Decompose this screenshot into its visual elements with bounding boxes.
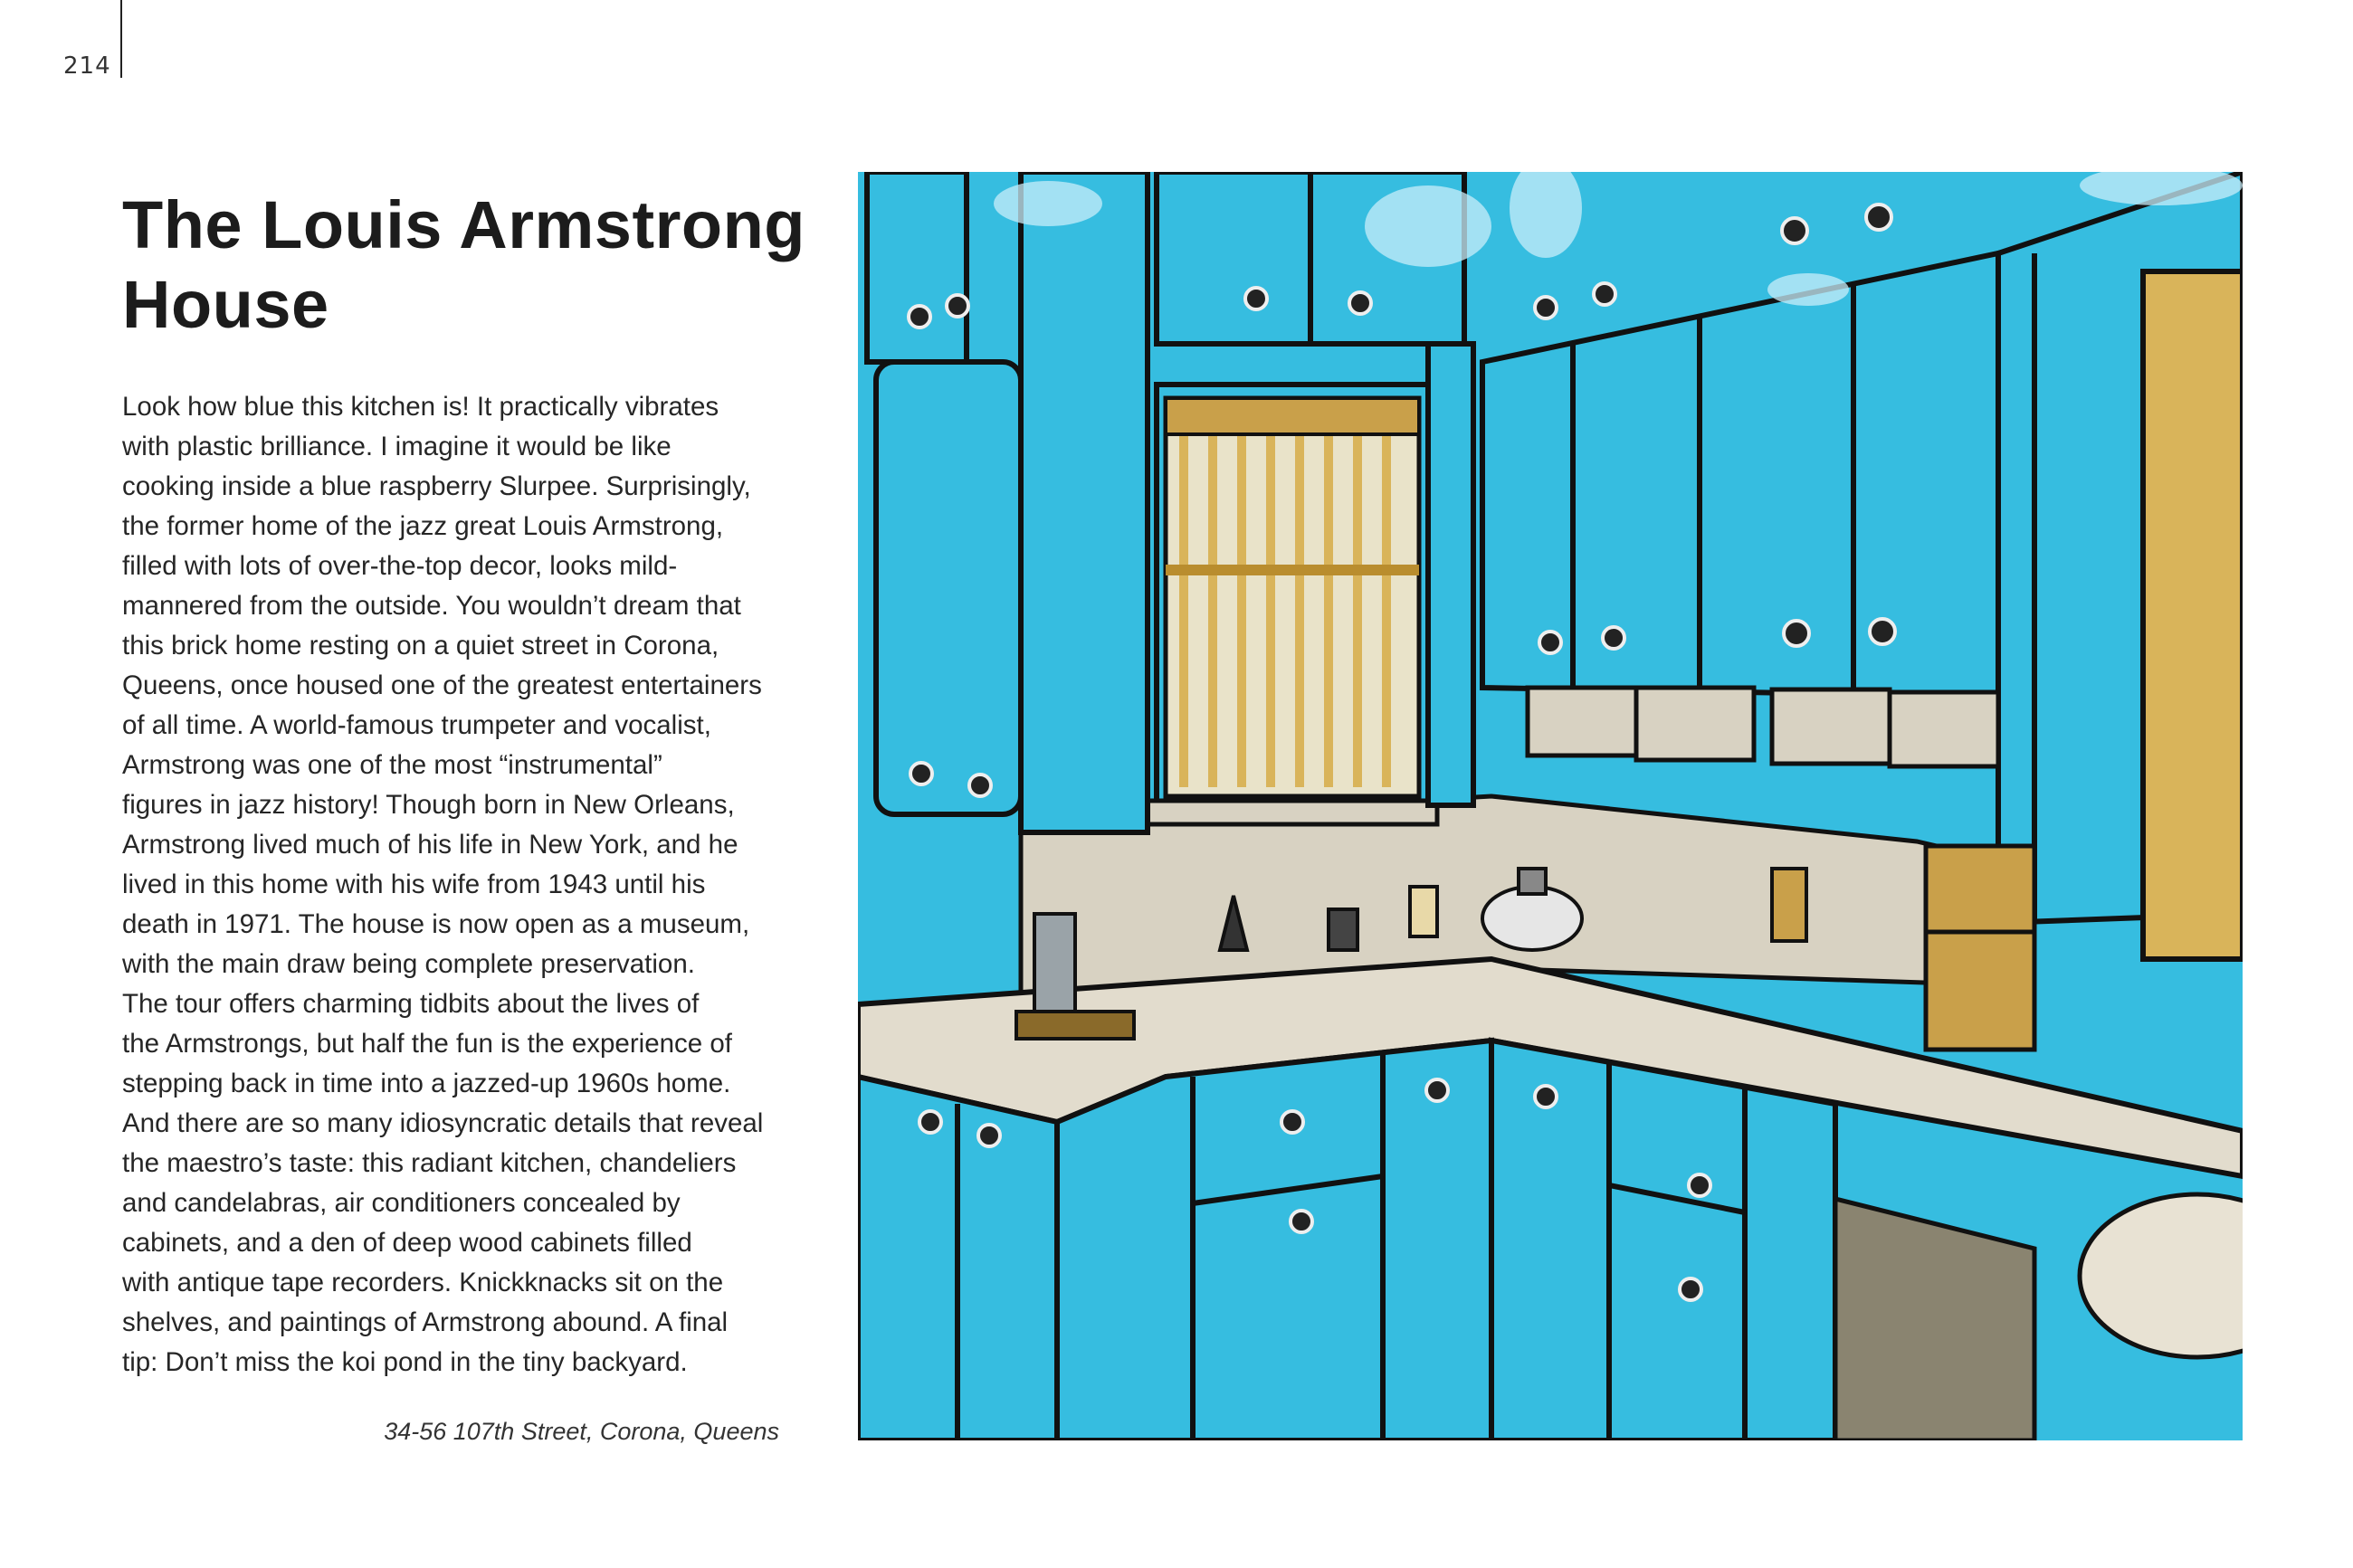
kitchen-illustration [858, 172, 2243, 1440]
kitchen-drawing [858, 172, 2243, 1440]
page-number: 214 [63, 52, 111, 80]
address-caption: 34-56 107th Street, Corona, Queens [384, 1418, 779, 1445]
article-title: The Louis Armstrong House [122, 187, 805, 342]
article-body: Look how blue this kitchen is! It practically vibrates with plastic brilliance. I imagine it would be like cooking inside a blue raspberry Slurpee. Surprisingly, the former home of the jazz great Louis Armstrong, filled with lots of over-the-top decor, looks mild- mannered from the outside. You wouldn’t dream that this brick home resting on a quiet street in Corona, Queens, once housed one of the greatest entertainers of all time. A world-famous trumpeter and vocalist, Armstrong was one of the most “instrumental” figures in jazz history! Though born in New Orleans, Armstrong lived much of his life in New York, and he lived in this home with his wife from 1943 until his death in 1971. The house is now open as a museum, with the main draw being complete preservation. The tour offers charming tidbits about the lives of the Armstrongs, but half the fun is the experience of stepping back in time into a jazzed-up 1960s home. And there are so many idiosyncratic details that reveal the maestro’s taste: this radiant kitchen, chandeliers and candelabras, air conditioners concealed by cabinets, and a den of deep wood cabinets filled with antique tape recorders. Knickknacks sit on the shelves, and paintings of Armstrong abound. A final tip: Don’t miss the koi pond in the tiny backyard. [122, 392, 764, 1377]
page-number-rule [120, 0, 122, 78]
window [1148, 385, 1437, 824]
side-drawers [1926, 846, 2034, 1050]
